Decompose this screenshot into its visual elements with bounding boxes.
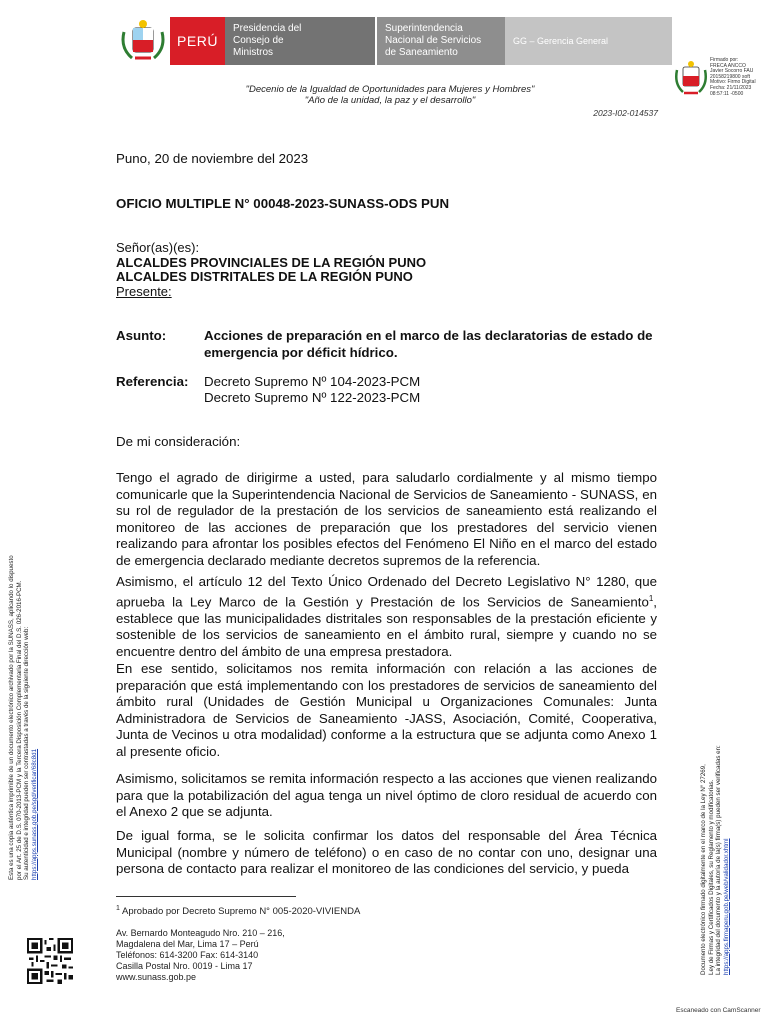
greeting: De mi consideración: <box>116 434 241 449</box>
right-signature-note: Documento electrónico firmado digitalmente en el marco de la Ley N° 27269, Ley de Firmas y Certificados Digitales, su Reglamento y modificatorias. La integridad del documento y la autoría de la(s) firma(s) pueden ser verificadas en: https://apps.firmaperu.gob.pe/web/validador.xhtml <box>700 715 730 975</box>
validator-link[interactable]: https://apps.firmaperu.gob.pe/web/validador.xhtml <box>722 838 730 975</box>
asunto-text: Acciones de preparación en el marco de las declaratorias de estado de emergencia por déficit hídrico. <box>204 328 653 360</box>
motto: "Decenio de la Igualdad de Oportunidades para Mujeres y Hombres" "Año de la unidad, la paz y el desarrollo" <box>245 84 535 106</box>
paragraph-3: En ese sentido, solicitamos nos remita información con relación a las acciones de preparación que está implementando con los prestadores de servicios de saneamiento del ámbito rural (Unidades de Gestión Municipal u Organizaciones Comunales: Junta Administradora de Servicios de Saneamiento -JASS, Asociación, Comité, Cooperativa, Junta de Vecinos u otra modalidad) conforme a la estructura que se adjunta como Anexo 1 al presente oficio. <box>116 661 657 759</box>
expediente-number: 2023-I02-014537 <box>593 108 658 118</box>
referencia-label: Referencia: <box>116 374 189 389</box>
peru-label: PERÚ <box>170 17 225 65</box>
footnote-ref: 1 <box>648 593 654 603</box>
addressee-block: Señor(as)(es): ALCALDES PROVINCIALES DE LA REGIÓN PUNO ALCALDES DISTRITALES DE LA REGIÓN PUNO Presente: <box>116 240 427 299</box>
digital-signature-info: Firmado por: FRECA ANCCO Javier Socorro FAU 20158219800 soft Motivo: Firmo Digital Fecha: 21/11/2023 08:57:11 -0500 <box>710 57 756 97</box>
peru-coat-of-arms-icon <box>118 18 168 64</box>
scanner-watermark: Escaneado con CamScanner <box>676 1007 761 1014</box>
footer-address: Av. Bernardo Monteagudo Nro. 210 – 216, Magdalena del Mar, Lima 17 – Perú Teléfonos: 614-3200 Fax: 614-3140 Casilla Postal Nro. 0019 - Lima 17 www.sunass.gob.pe <box>116 928 285 982</box>
paragraph-1: Tengo el agrado de dirigirme a usted, para saludarlo cordialmente y al mismo tiempo comunicarle que la Superintendencia Nacional de Servicios de Saneamiento - SUNASS, en su rol de regulador de la prestación de los servicios de saneamiento está realizando el monitoreo de las acciones de preparación que los prestadores del servicio vienen realizando para afrontar los posibles efectos del Fenómeno El Niño en el marco del estado de emergencia declarado mediante decretos supremos de la referencia. <box>116 470 657 568</box>
oficio-title: OFICIO MULTIPLE N° 00048-2023-SUNASS-ODS PUN <box>116 196 450 211</box>
footnote: $^1$ Aprobado por Decreto Supremo N° 005-2020-VIVIENDA <box>116 905 361 918</box>
gerencia-box: GG – Gerencia General <box>505 17 672 65</box>
paragraph-2: Asimismo, el artículo 12 del Texto Único Ordenado del Decreto Legislativo N° 1280, que aprueba la Ley Marco de la Gestión y Prestación de los Servicios de Saneamiento$^1$, establece que las municipalidades distritales son responsables de la prestación eficiente y sostenible de los servicios de saneamiento en el ámbito rural, siempre y cuando no se encuentre dentro del ámbito de una empresa prestadora. <box>116 574 657 659</box>
footnote-divider <box>116 896 296 897</box>
paragraph-4: Asimismo, solicitamos se remita información respecto a las acciones que vienen realizando para que la potabilización del agua tenga un nivel óptimo de cloro residual de acuerdo con el Anexo 2 que se adjunta. <box>116 771 657 820</box>
left-authenticity-note: Esta es una copia auténtica imprimible de un documento electrónico archivado por la SUNASS, aplicando lo dispuesto por el Art. 25 de D.S. 070-2013-PCM y la Tercera Disposición Complementaria Final del D.S. 026-2016-PCM. Su autenticidad e integridad pueden ser contrastadas a través de la siguiente dirección web: https://apps.sunass.gob.pe/sgd/verificar/68c8d1 <box>8 500 38 880</box>
letter-date: Puno, 20 de noviembre del 2023 <box>116 151 309 166</box>
paragraph-5: De igual forma, se le solicita confirmar los datos del responsable del Área Técnica Municipal (nombre y número de teléfono) o en caso de no contar con uno, designar una persona de contacto para realizar el monitoreo de las condiciones del servicio, y pueda <box>116 828 657 877</box>
asunto-label: Asunto: <box>116 328 167 343</box>
signature-seal-icon <box>674 60 708 98</box>
verification-link[interactable]: https://apps.sunass.gob.pe/sgd/verificar/68c8d1 <box>30 748 38 880</box>
qr-code-icon[interactable] <box>27 938 73 984</box>
referencia-list: Decreto Supremo Nº 104-2023-PCM Decreto Supremo Nº 122-2023-PCM <box>204 374 421 405</box>
sunass-box: Superintendencia Nacional de Servicios de Saneamiento <box>377 17 505 65</box>
presidencia-box: Presidencia del Consejo de Ministros <box>225 17 375 65</box>
